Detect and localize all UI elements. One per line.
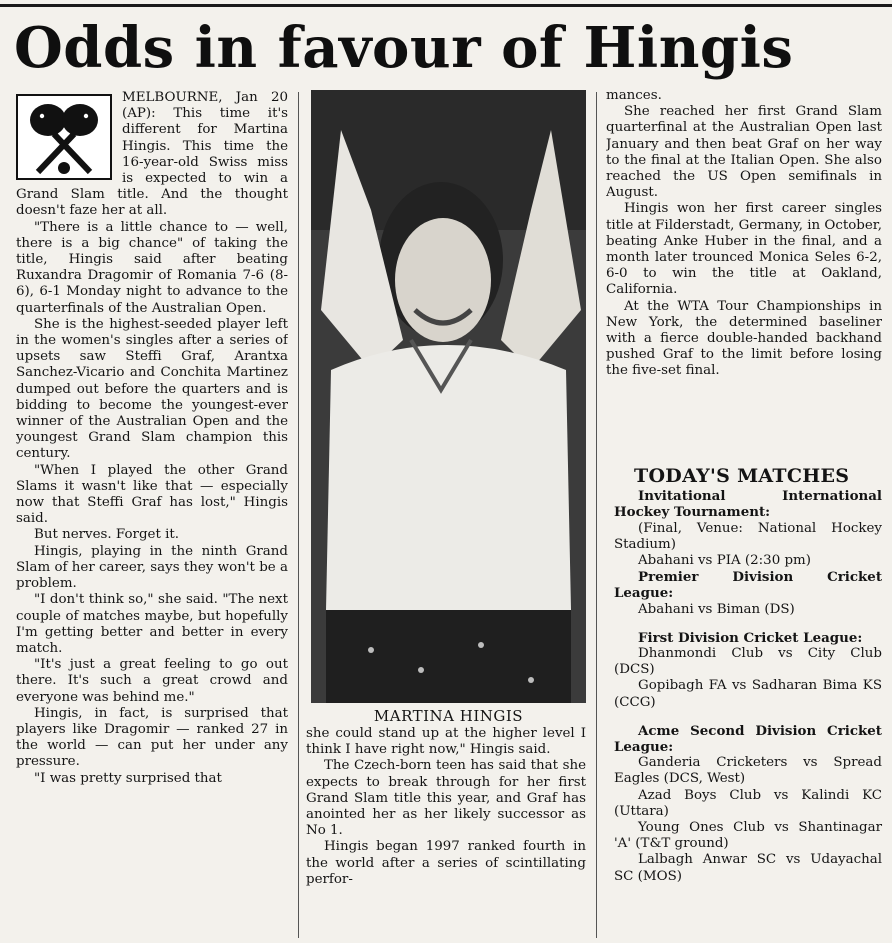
paragraph: She is the highest-seeded player left in the women's singles after a series of upsets saw Steffi Graf, Arantxa Sanchez-Vicario and Conchita Martinez dumped out before the quarters and is bidding to become the youngest-ever winner of the Australian Open and the youngest Grand Slam champion this century. <box>16 316 288 462</box>
second-division-match: Young Ones Club vs Shantinagar 'A' (T&T ground) <box>614 820 882 852</box>
second-division-match: Azad Boys Club vs Kalindi KC (Uttara) <box>614 787 882 819</box>
paragraph: MELBOURNE, Jan 20 (AP): This time it's different for Martina Hingis. This time the 16-year-old Swiss miss is expected to win a Grand Slam title. And the thought doesn't faze her at all. <box>16 90 288 219</box>
headline: Odds in favour of Hingis <box>14 15 794 81</box>
paragraph: The Czech-born teen has said that she expects to break through for her first Grand Slam title this year, and Graf has anointed her as her likely successor as No 1. <box>306 758 586 839</box>
matches-title: TODAY'S MATCHES <box>634 465 850 487</box>
paragraph: "There is a little chance to — well, there is a big chance" of taking the title, Hingis said after beating Ruxandra Dragomir of Romania 7-6 (8-6), 6-1 Monday night to advance to the quarterfinals of the Australian Open. <box>16 219 288 316</box>
paragraph: "I was pretty surprised that <box>34 770 222 786</box>
spacer <box>614 618 882 630</box>
paragraph: she could stand up at the higher level I think I have right now," Hingis said. <box>306 726 586 758</box>
second-division-match: Ganderia Cricketers vs Spread Eagles (DCS, West) <box>614 755 882 787</box>
column-divider <box>298 92 299 938</box>
paragraph: Hingis, in fact, is surprised that players like Dragomir — ranked 27 in the world — can put her under any pressure. <box>16 705 288 770</box>
hockey-match: Abahani vs PIA (2:30 pm) <box>638 553 811 569</box>
paragraph: She reached her first Grand Slam quarterfinal at the Australian Open last January and then beat Graf on her way to the final at the Italian Open. She also reached the US Open semifinals in August. <box>606 104 882 201</box>
hockey-heading: Invitational International Hockey Tournament: <box>614 488 882 521</box>
todays-matches-box <box>614 465 882 885</box>
article-column-3 <box>606 88 882 448</box>
paragraph: mances. <box>606 88 662 103</box>
tennis-rackets-icon <box>16 94 112 180</box>
first-division-heading: First Division Cricket League: <box>638 629 863 646</box>
paragraph: Hingis began 1997 ranked fourth in the world after a series of scintillating perfor- <box>306 839 586 887</box>
hockey-venue: (Final, Venue: National Hockey Stadium) <box>614 520 882 552</box>
paragraph: Hingis won her first career singles title at Filderstadt, Germany, in October, beating Anke Huber in the final, and a month later trounced Monica Seles 6-2, 6-0 to win the title at Oakland, California. <box>606 201 882 298</box>
second-division-heading: Acme Second Division Cricket League: <box>614 722 882 756</box>
column-divider <box>596 92 597 938</box>
second-division-match: Lalbagh Anwar SC vs Udayachal SC (MOS) <box>614 852 882 884</box>
photo-martina-hingis <box>311 90 586 703</box>
premier-heading: Premier Division Cricket League: <box>614 569 882 602</box>
photo-caption: MARTINA HINGIS <box>373 707 524 725</box>
article-column-2 <box>306 726 586 938</box>
paragraph: At the WTA Tour Championships in New York, the determined baseliner with a fierce double-handed backhand pushed Graf to the limit before losing the five-set final. <box>606 298 882 379</box>
premier-match: Abahani vs Biman (DS) <box>638 601 795 617</box>
article-column-1 <box>16 90 288 938</box>
spacer <box>614 711 882 723</box>
paragraph: "When I played the other Grand Slams it wasn't like that — especially now that Steffi Graf has lost," Hingis said. <box>16 462 288 527</box>
paragraph: "I don't think so," she said. "The next couple of matches maybe, but hopefully I'm getting better and better in every match. <box>16 592 288 656</box>
paragraph: "It's just a great feeling to go out there. It's such a great crowd and everyone was behind me." <box>16 657 288 705</box>
paragraph: Hingis, playing in the ninth Grand Slam of her career, says they won't be a problem. <box>16 543 288 592</box>
first-division-match: Gopibagh FA vs Sadharan Bima KS (CCG) <box>614 678 882 710</box>
paragraph: But nerves. Forget it. <box>34 527 180 543</box>
first-division-match: Dhanmondi Club vs City Club (DCS) <box>614 646 882 678</box>
